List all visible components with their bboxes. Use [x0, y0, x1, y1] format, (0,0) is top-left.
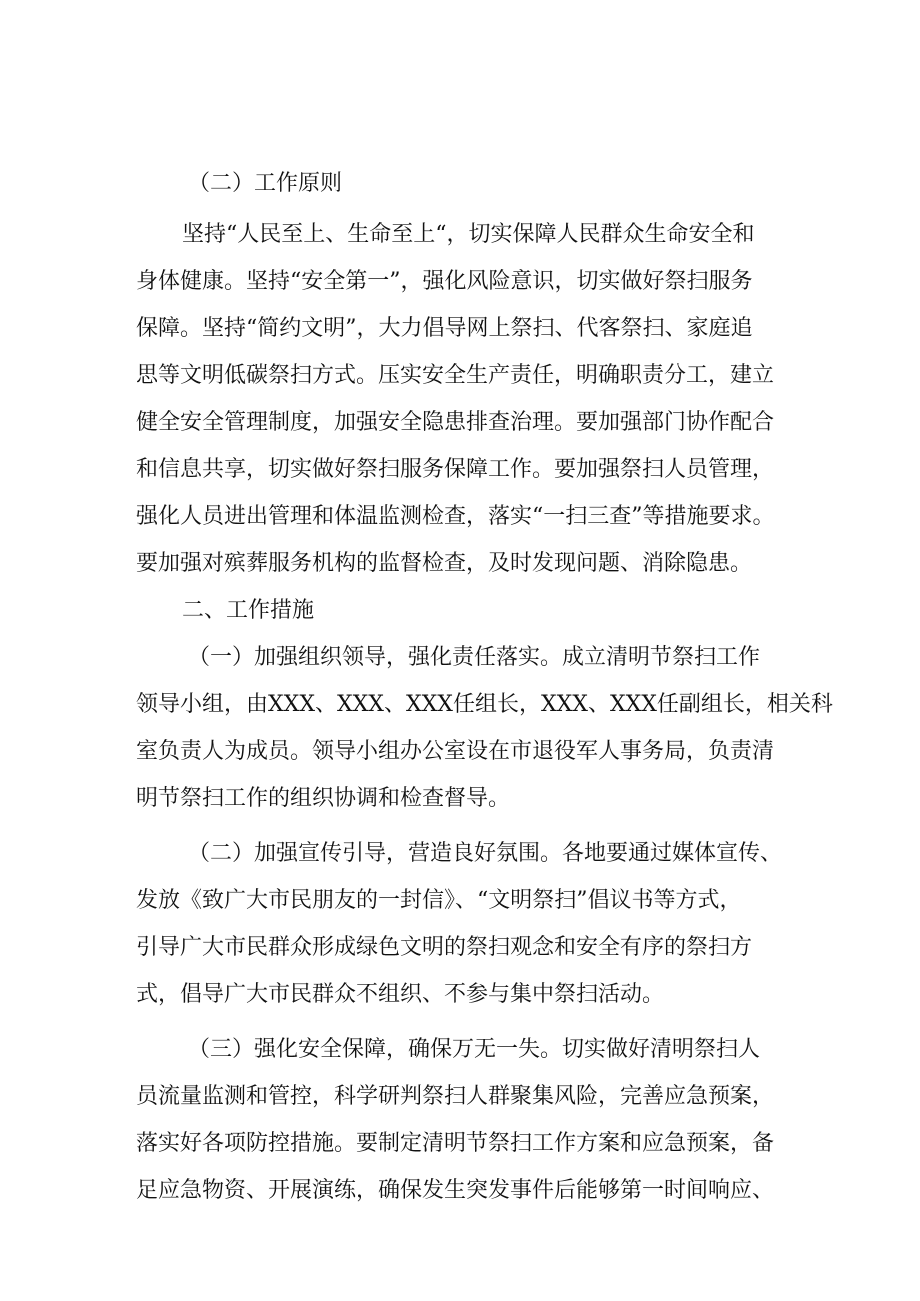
text-line	[0, 685, 920, 725]
section-heading-principles	[0, 164, 920, 204]
text-line	[0, 356, 920, 396]
text-line	[0, 309, 920, 349]
text-line	[0, 975, 920, 1015]
text-line	[0, 215, 920, 255]
text-line	[0, 638, 920, 678]
text-line-content: 式，倡导广大市民群众不组织、不参与集中祭扫活动。	[136, 982, 665, 1007]
text-line-content: （一）加强组织领导，强化责任落实。成立清明节祭扫工作	[188, 645, 761, 670]
text-line-content: 强化人员进出管理和体温监测检查，落实“一扫三查”等措施要求。	[136, 504, 775, 529]
text-line-content: 明节祭扫工作的组织协调和检查督导。	[136, 786, 511, 811]
text-line	[0, 732, 920, 772]
text-line-content: （二）加强宣传引导，营造良好氛围。各地要通过媒体宣传、	[188, 841, 783, 866]
text-line-content: 引导广大市民群众形成绿色文明的祭扫观念和安全有序的祭扫方	[136, 935, 753, 960]
text-line	[0, 928, 920, 968]
text-line	[0, 450, 920, 490]
text-line-content: 发放《致广大市民朋友的一封信》、“文明祭扫”倡议书等方式，	[136, 888, 742, 913]
text-line-content: 身体健康。坚持“安全第一”，强化风险意识，切实做好祭扫服务	[136, 269, 753, 294]
text-line	[0, 881, 920, 921]
text-line-content: 领导小组，由XXX、XXX、XXX任组长，XXX、XXX任副组长，相关科	[136, 692, 833, 717]
text-line-content: 和信息共享，切实做好祭扫服务保障工作。要加强祭扫人员管理，	[136, 457, 775, 482]
text-line-content: 落实好各项防控措施。要制定清明节祭扫工作方案和应急预案，备	[136, 1131, 775, 1156]
text-line	[0, 497, 920, 537]
heading-text: 二、工作措施	[182, 598, 315, 623]
heading-text: （二）工作原则	[188, 171, 343, 196]
text-line	[0, 262, 920, 302]
text-line	[0, 779, 920, 819]
text-line-content: （三）强化安全保障，确保万无一失。切实做好清明祭扫人	[188, 1037, 761, 1062]
text-line-content: 足应急物资、开展演练，确保发生突发事件后能够第一时间响应、	[136, 1178, 775, 1203]
text-line-content: 思等文明低碳祭扫方式。压实安全生产责任，明确职责分工，建立	[136, 363, 775, 388]
text-line	[0, 834, 920, 874]
text-line	[0, 1124, 920, 1164]
section-heading-measures	[0, 591, 920, 631]
text-line	[0, 403, 920, 443]
text-line-content: 保障。坚持“简约文明”，大力倡导网上祭扫、代客祭扫、家庭追	[136, 316, 753, 341]
text-line	[0, 1030, 920, 1070]
text-line	[0, 544, 920, 584]
text-line-content: 健全安全管理制度，加强安全隐患排查治理。要加强部门协作配合	[136, 410, 775, 435]
text-line	[0, 1171, 920, 1211]
text-line-content: 室负责人为成员。领导小组办公室设在市退役军人事务局，负责清	[136, 739, 775, 764]
text-line-content: 坚持“人民至上、生命至上“，切实保障人民群众生命安全和	[182, 222, 755, 247]
text-line	[0, 1077, 920, 1117]
text-line-content: 员流量监测和管控，科学研判祭扫人群聚集风险，完善应急预案，	[136, 1084, 775, 1109]
text-line-content: 要加强对殡葬服务机构的监督检查，及时发现问题、消除隐患。	[136, 551, 753, 576]
